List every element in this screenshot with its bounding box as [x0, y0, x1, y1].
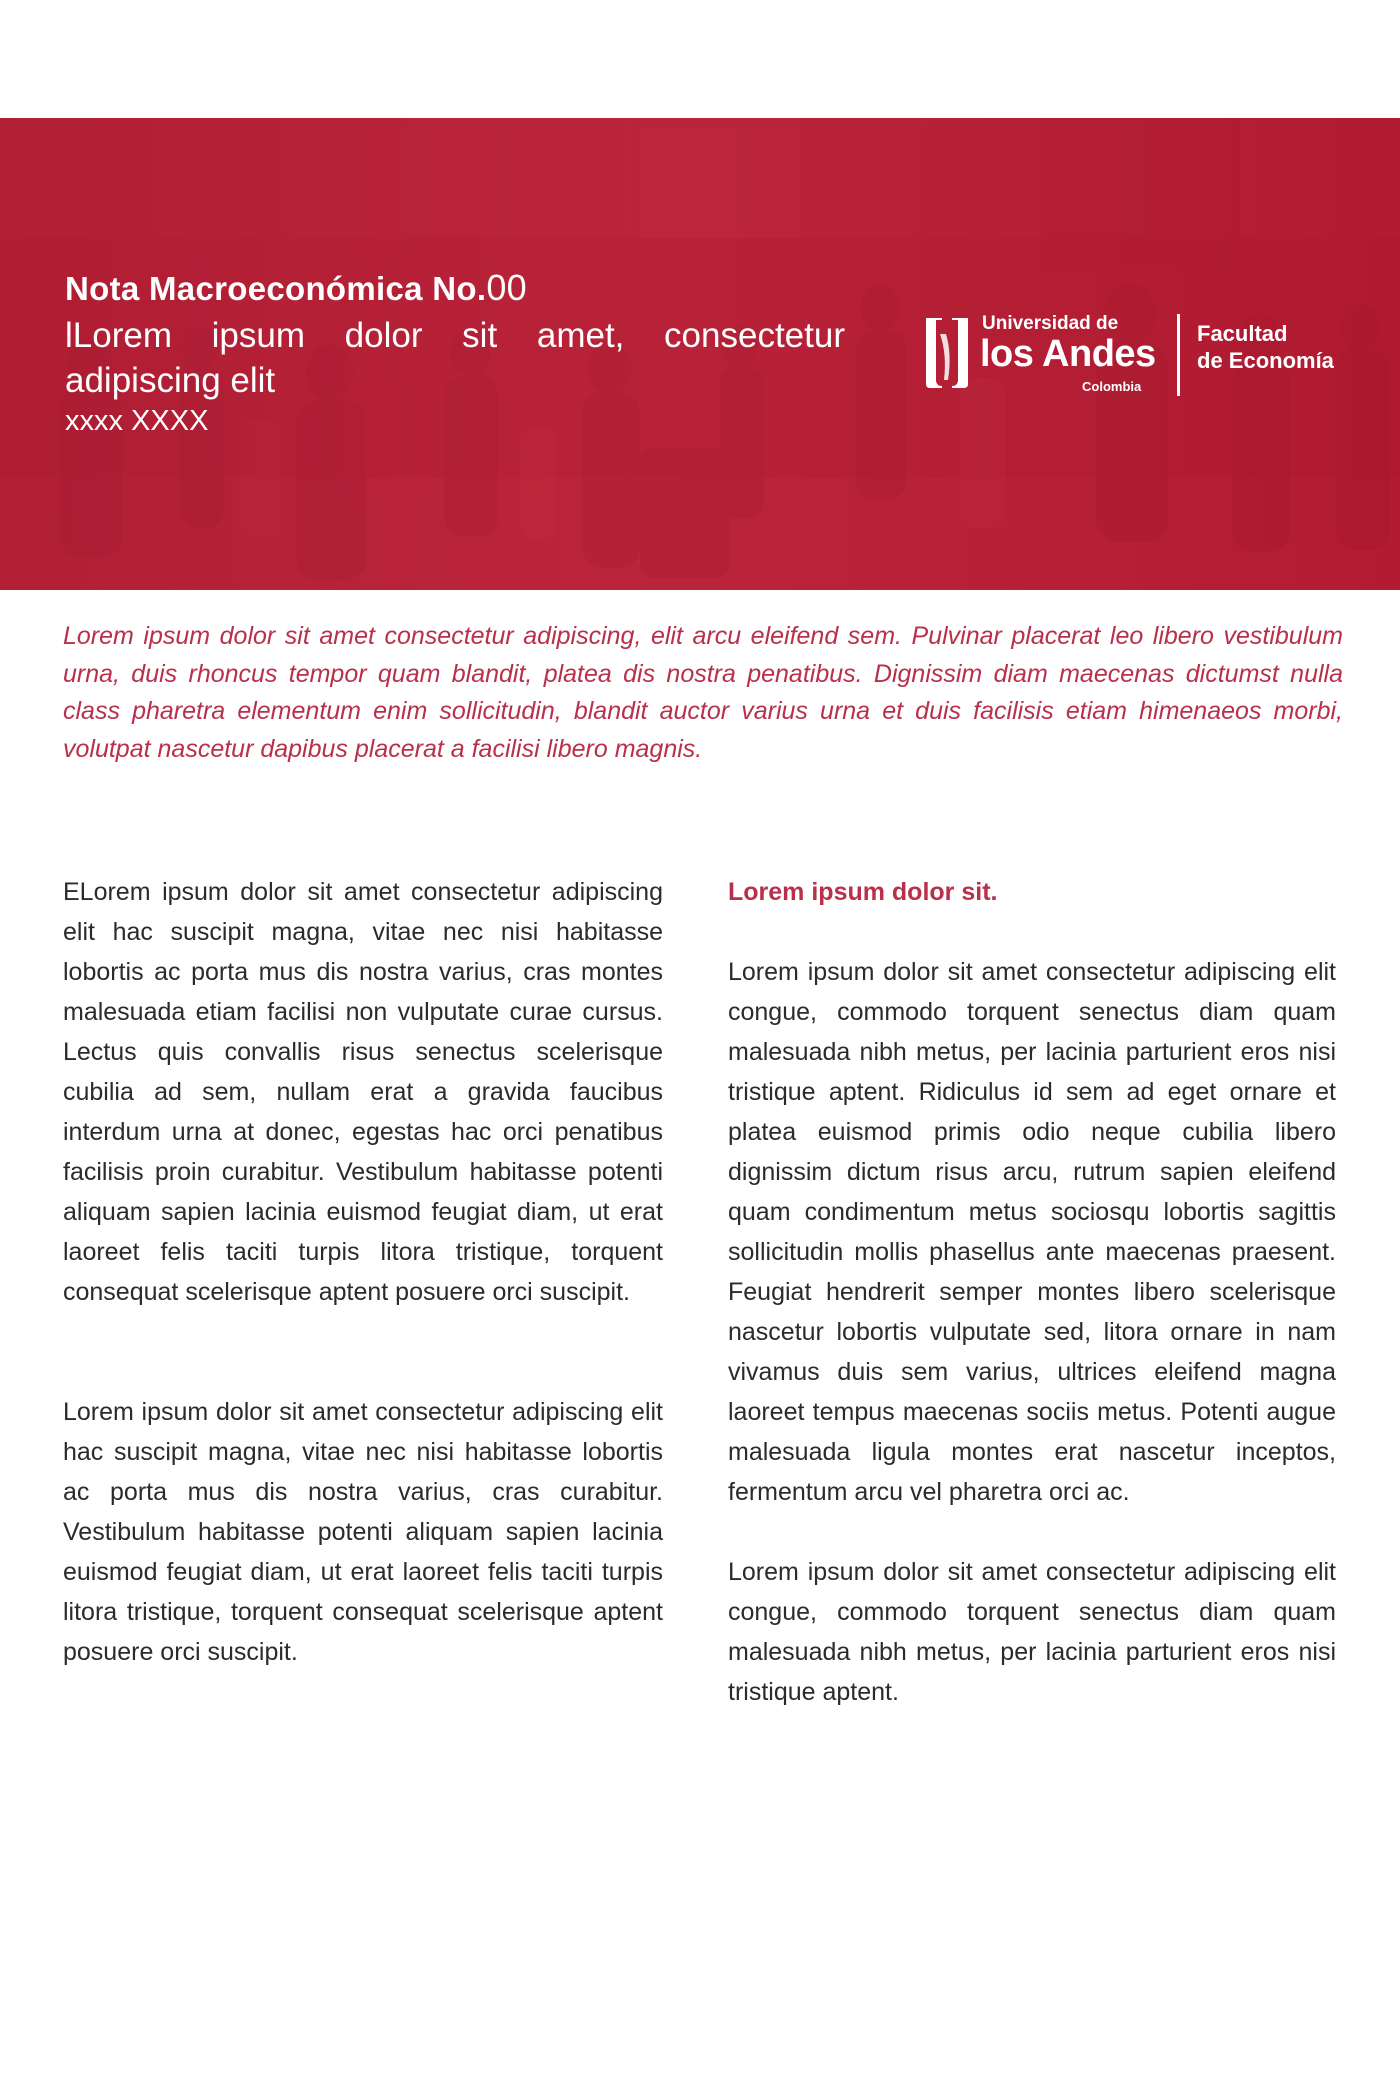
- note-label-text: Nota Macroeconómica No.: [65, 270, 487, 307]
- right-paragraph-2: Lorem ipsum dolor sit amet consectetur adipiscing elit congue, commodo torquent senectus diam quam malesuada nibh metus, per lacinia parturient eros nisi tristique aptent.: [728, 1558, 1336, 1706]
- logo-country: Colombia: [1082, 379, 1142, 394]
- note-number: 00: [486, 267, 527, 308]
- logo-university-line1: Universidad de: [982, 313, 1119, 334]
- left-paragraph-1: ELorem ipsum dolor sit amet consectetur adipiscing elit hac suscipit magna, vitae nec nisi habitasse lobortis ac porta mus dis nostra varius, cras montes malesuada etiam facilisi non vulputate curae cursus. Lectus quis convallis risus senectus scelerisque cubilia ad sem, nullam erat a gravida faucibus interdum urna at donec, egestas hac orci penatibus facilisis proin curabitur. Vestibulum habitasse potenti aliquam sapien lacinia euismod feugiat diam, ut erat laoreet felis taciti turpis litora tristique, torquent consequat scelerisque aptent posuere orci suscipit.: [63, 878, 663, 1306]
- left-column: [63, 872, 663, 1672]
- logo-university-line2: los Andes: [980, 333, 1156, 375]
- note-date: xxxx XXXX: [65, 405, 209, 437]
- note-title: lLorem ipsum dolor sit amet, consectetur adipiscing elit: [65, 316, 845, 400]
- logo-faculty: [1197, 320, 1334, 374]
- header-text-block: [65, 268, 845, 439]
- section-heading: Lorem ipsum dolor sit.: [728, 878, 998, 906]
- right-column: [728, 872, 1336, 1712]
- university-crest-icon: [922, 314, 972, 390]
- logo-faculty-line1: Facultad: [1197, 321, 1288, 346]
- logo-faculty-line2: de Economía: [1197, 348, 1334, 373]
- university-logo: [922, 308, 1342, 400]
- logo-divider: [1177, 314, 1180, 396]
- right-paragraph-1: Lorem ipsum dolor sit amet consectetur adipiscing elit congue, commodo torquent senectus diam quam malesuada nibh metus, per lacinia parturient eros nisi tristique aptent. Ridiculus id sem ad eget ornare et platea euismod primis odio neque cubilia libero dignissim dictum risus arcu, rutrum sapien eleifend quam condimentum metus sociosqu lobortis sagittis sollicitudin mollis phasellus ante maecenas praesent. Feugiat hendrerit semper montes libero scelerisque nascetur lobortis vulputate sed, litora ornare in nam vivamus duis sem varius, ultrices eleifend magna laoreet tempus maecenas sociis metus. Potenti augue malesuada ligula montes erat nascetur inceptos, fermentum arcu vel pharetra orci ac.: [728, 958, 1336, 1506]
- lead-paragraph: Lorem ipsum dolor sit amet consectetur adipiscing, elit arcu eleifend sem. Pulvinar placerat leo libero vestibulum urna, duis rhoncus tempor quam blandit, platea dis nostra penatibus. Dignissim diam maecenas dictumst nulla class pharetra elementum enim sollicitudin, blandit auctor varius urna et duis facilisis etiam himenaeos morbi, volutpat nascetur dapibus placerat a facilisi libero magnis.: [63, 622, 1343, 763]
- note-label: [65, 268, 845, 309]
- left-paragraph-2: Lorem ipsum dolor sit amet consectetur adipiscing elit hac suscipit magna, vitae nec nisi habitasse lobortis ac porta mus dis nostra varius, cras curabitur. Vestibulum habitasse potenti aliquam sapien lacinia euismod feugiat diam, ut erat laoreet felis taciti turpis litora tristique, torquent consequat scelerisque aptent posuere orci suscipit.: [63, 1398, 663, 1666]
